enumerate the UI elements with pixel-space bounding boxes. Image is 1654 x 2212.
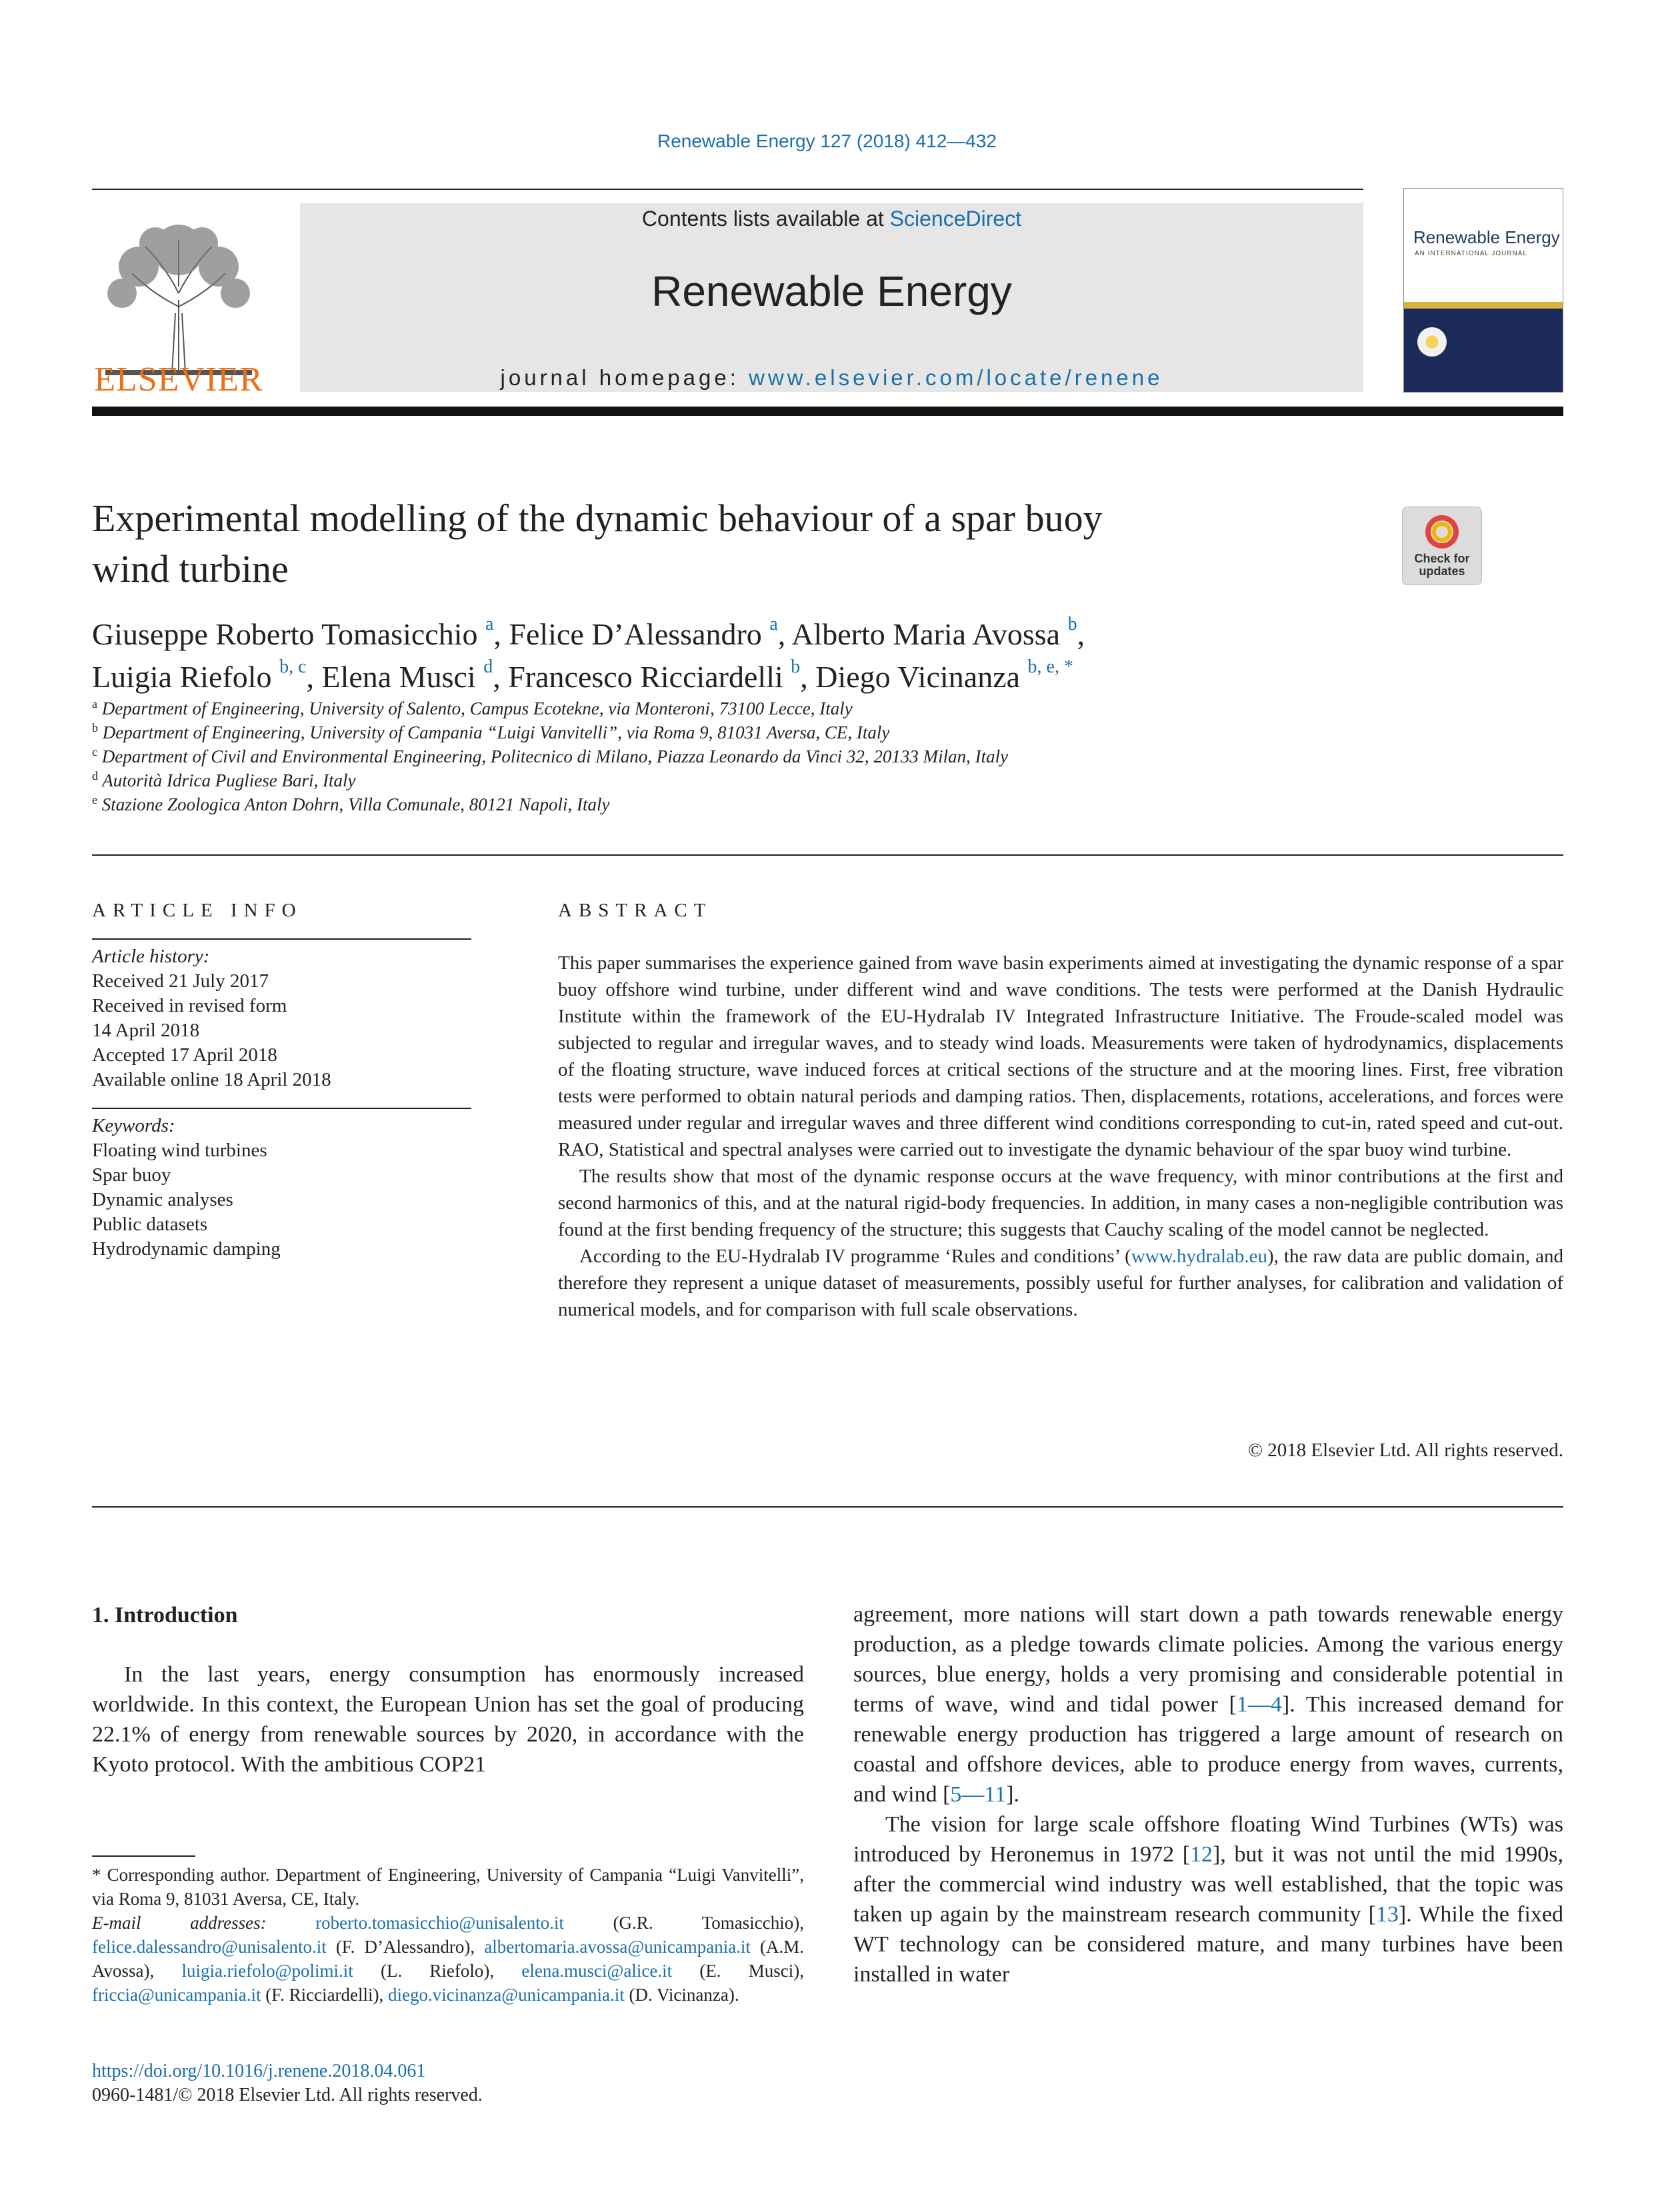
contents-prefix: Contents lists available at: [641, 207, 890, 231]
author-affiliation-marker[interactable]: a: [769, 614, 778, 634]
author-name[interactable]: Luigia Riefolo: [92, 660, 272, 694]
keywords-label: Keywords:: [92, 1115, 175, 1136]
keyword-item: Floating wind turbines: [92, 1140, 267, 1161]
abstract-paragraph-3: According to the EU-Hydralab IV programme ‘Rules and conditions’ (www.hydralab.eu), the raw data are public domain, and therefore they represent a unique dataset of measurements, possibly useful for further analyses, for calibration and validation of numerical models, and for comparison with full scale observations.: [558, 1246, 1563, 1320]
email-link[interactable]: albertomaria.avossa@unicampania.it: [484, 1937, 751, 1957]
intro-right-column: [853, 1600, 1563, 1989]
article-title: [92, 493, 1359, 594]
author-name[interactable]: Alberto Maria Avossa: [791, 617, 1061, 651]
history-entry: 14 April 2018: [92, 1020, 200, 1041]
history-entry: Available online 18 April 2018: [92, 1069, 331, 1090]
email-addresses: [92, 1911, 804, 2007]
check-for-updates-button[interactable]: [1402, 507, 1482, 585]
author-name[interactable]: Diego Vicinanza: [815, 660, 1021, 694]
header-rule: [92, 189, 1363, 190]
author-affiliation-marker[interactable]: b: [791, 656, 801, 677]
email-owner: (E. Musci),: [672, 1961, 804, 1981]
author-affiliation-marker[interactable]: b, e, *: [1027, 656, 1073, 677]
history-entry: Accepted 17 April 2018: [92, 1044, 277, 1066]
abstract-end-rule: [92, 1506, 1563, 1508]
corresponding-author-note: * Corresponding author. Department of Engineering, University of Campania “Luigi Vanvitelli”, via Roma 9, 81031 Aversa, CE, Italy.: [92, 1865, 804, 1909]
cover-subtitle: AN INTERNATIONAL JOURNAL: [1415, 250, 1528, 257]
author-name[interactable]: Francesco Ricciardelli: [508, 660, 783, 694]
reference-link-12[interactable]: 12: [1190, 1842, 1213, 1867]
footnote-rule: [92, 1855, 195, 1857]
journal-homepage-line: [300, 365, 1363, 391]
journal-name: Renewable Energy: [651, 267, 1012, 315]
article-history-label: Article history:: [92, 946, 210, 967]
affiliation-key: d: [92, 769, 98, 782]
author-name[interactable]: Felice D’Alessandro: [509, 617, 762, 651]
author-line-2: Luigia Riefolo $^{b, c}$, Elena Musci $^d$, Francesco Ricciardelli $^b$, Diego Vicinanza $^{b, e, *}$: [92, 656, 1073, 694]
affiliation-key: a: [92, 697, 97, 710]
affiliation-text: Department of Civil and Environmental Engineering, Politecnico di Milano, Piazza Leonardo da Vinci 32, 20133 Milan, Italy: [101, 746, 1009, 766]
article-info-rule: [92, 938, 471, 940]
affiliation-text: Stazione Zoologica Anton Dohrn, Villa Comunale, 80121 Napoli, Italy: [101, 794, 610, 814]
journal-reference-link[interactable]: Renewable Energy 127 (2018) 412—432: [657, 131, 997, 151]
affiliation-text: Department of Engineering, University of Salento, Campus Ecotekne, via Monteroni, 73100 Lecce, Italy: [101, 698, 853, 718]
affiliation-c: [92, 746, 1559, 767]
author-list: [92, 613, 1559, 698]
article-history-dates: [92, 969, 471, 1092]
history-entry: Received 21 July 2017: [92, 970, 269, 992]
email-owner: (A.M. Avossa),: [92, 1937, 804, 1981]
abstract-paragraph-2: The results show that most of the dynamic response occurs at the wave frequency, with minor contributions at the first and second harmonics of this, and at the natural rigid-body frequencies. In addition, in many cases a non-negligible contribution was found at the first bending frequency of the structure; this suggests that Cauchy scaling of the model cannot be neglected.: [558, 1166, 1563, 1240]
intro-paragraph-2: The vision for large scale offshore floating Wind Turbines (WTs) was introduced by Heronemus in 1972 [12], but it was not until the mid 1990s, after the commercial wind industry was well established, that the topic was taken up again by the mainstream research community [13]. While the fixed WT technology can be considered mature, and many turbines have been installed in water: [853, 1812, 1564, 1987]
keyword-item: Dynamic analyses: [92, 1189, 233, 1210]
affiliation-d: [92, 770, 1559, 791]
affiliation-key: c: [92, 745, 97, 758]
sunflower-icon: [1417, 327, 1447, 357]
intro-paragraph-1: In the last years, energy consumption has enormously increased worldwide. In this context, the European Union has set the goal of producing 22.1% of energy from renewable sources by 2020, in accordance with the Kyoto protocol. With the ambitious COP21: [92, 1662, 804, 1777]
check-for-updates-label: Check for updates: [1414, 552, 1470, 578]
doi-link[interactable]: https://doi.org/10.1016/j.renene.2018.04.061: [92, 2061, 426, 2081]
email-owner: (L. Riefolo),: [353, 1961, 522, 1981]
email-link[interactable]: elena.musci@alice.it: [521, 1961, 673, 1981]
email-link[interactable]: diego.vicinanza@unicampania.it: [388, 1985, 625, 2005]
author-name[interactable]: Elena Musci: [321, 660, 476, 694]
email-owner: (F. Ricciardelli),: [261, 1985, 389, 2005]
history-entry: Received in revised form: [92, 995, 287, 1016]
author-affiliation-marker[interactable]: a: [485, 614, 494, 634]
hydralab-link[interactable]: www.hydralab.eu: [1131, 1246, 1268, 1267]
reference-link-5-11[interactable]: 5—11: [950, 1782, 1007, 1807]
reference-link-1-4[interactable]: 1—4: [1236, 1692, 1282, 1717]
title-line-2: wind turbine: [92, 547, 289, 590]
email-label: E-mail addresses:: [92, 1913, 316, 1933]
email-link[interactable]: felice.dalessandro@unisalento.it: [92, 1937, 327, 1957]
intro-left-column: [92, 1659, 804, 1779]
abstract-heading: ABSTRACT: [558, 900, 713, 921]
affiliation-key: b: [92, 721, 98, 734]
section-heading-introduction: 1. Introduction: [92, 1603, 238, 1628]
author-line-1: Giuseppe Roberto Tomasicchio $^a$, Felice D’Alessandro $^a$, Alberto Maria Avossa $^b$,: [92, 614, 1085, 651]
bookmark-inner-icon: [1432, 522, 1452, 542]
affiliation-b: [92, 722, 1559, 743]
cover-gold-stripe: [1404, 302, 1563, 309]
sciencedirect-link[interactable]: ScienceDirect: [889, 207, 1022, 231]
intro-paragraph-continued: agreement, more nations will start down a path towards renewable energy production, as a pledge towards climate policies. Among the various energy sources, blue energy, holds a very promising and considerable potential in terms of wave, wind and tidal power [1—4]. This increased demand for renewable energy production has triggered a large amount of research on coastal and offshore devices, able to produce energy from waves, currents, and wind [5—11].: [853, 1602, 1564, 1807]
affiliation-e: [92, 794, 1559, 815]
email-link[interactable]: friccia@unicampania.it: [92, 1985, 261, 2005]
keyword-item: Spar buoy: [92, 1164, 171, 1186]
reference-link-13[interactable]: 13: [1375, 1902, 1399, 1927]
abstract-copyright: © 2018 Elsevier Ltd. All rights reserved.: [1247, 1440, 1563, 1461]
keyword-item: Hydrodynamic damping: [92, 1238, 281, 1260]
cover-title: Renewable Energy: [1413, 227, 1560, 247]
abstract-body: [558, 950, 1563, 1323]
keywords-block: [92, 1114, 471, 1262]
issn-copyright: 0960-1481/© 2018 Elsevier Ltd. All rights reserved.: [92, 2085, 483, 2105]
keyword-item: Public datasets: [92, 1214, 208, 1235]
elsevier-wordmark: ELSEVIER: [94, 361, 263, 399]
affiliation-text: Autorità Idrica Pugliese Bari, Italy: [102, 770, 356, 790]
email-owner: (F. D’Alessandro),: [326, 1937, 485, 1957]
affiliation-a: [92, 698, 1559, 719]
email-link[interactable]: roberto.tomasicchio@unisalento.it: [315, 1913, 564, 1933]
journal-cover-thumbnail[interactable]: [1403, 188, 1563, 393]
author-name[interactable]: Giuseppe Roberto Tomasicchio: [92, 617, 478, 651]
author-affiliation-marker[interactable]: d: [483, 656, 493, 677]
article-info-heading: ARTICLE INFO: [92, 900, 303, 921]
keywords-rule: [92, 1108, 471, 1109]
homepage-prefix: journal homepage:: [500, 365, 749, 390]
author-affiliation-marker[interactable]: b: [1067, 614, 1077, 634]
email-owner: (D. Vicinanza).: [624, 1985, 739, 2005]
front-matter-rule: [92, 854, 1563, 856]
abstract-paragraph-1: This paper summarises the experience gained from wave basin experiments aimed at investigating the dynamic response of a spar buoy offshore wind turbine, under different wind and wave conditions. The tests were performed at the Danish Hydraulic Institute within the framework of the EU-Hydralab IV Integrated Infrastructure Initiative. The Froude-scaled model was subjected to regular and irregular waves, and to steady wind loads. Measurements were taken of hydrodynamics, displacements of the floating structure, wave induced forces at critical sections of the structure and at the mooring lines. First, free vibration tests were performed to obtain natural periods and damping ratios. Then, displacements, rotations, accelerations, and forces were measured under regular and irregular waves and three different wind conditions corresponding to cut-in, rated speed and cut-out. RAO, Statistical and spectral analyses were carried out to investigate the dynamic behaviour of the spar buoy wind turbine.: [558, 952, 1563, 1160]
keyword-list: [92, 1138, 471, 1262]
corresponding-author-footnote: [92, 1863, 804, 2007]
affiliation-text: Department of Engineering, University of Campania “Luigi Vanvitelli”, via Roma 9, 81031 Aversa, CE, Italy: [102, 722, 890, 742]
contents-line: [300, 207, 1363, 231]
author-affiliation-marker[interactable]: b, c: [279, 656, 307, 677]
affiliation-key: e: [92, 793, 97, 806]
article-history: [92, 944, 471, 1092]
journal-homepage-link[interactable]: www.elsevier.com/locate/renene: [749, 365, 1163, 390]
email-link[interactable]: luigia.riefolo@polimi.it: [181, 1961, 353, 1981]
email-owner: (G.R. Tomasicchio),: [563, 1913, 804, 1933]
header-thick-rule: [92, 407, 1563, 416]
title-line-1: Experimental modelling of the dynamic behaviour of a spar buoy: [92, 497, 1103, 540]
